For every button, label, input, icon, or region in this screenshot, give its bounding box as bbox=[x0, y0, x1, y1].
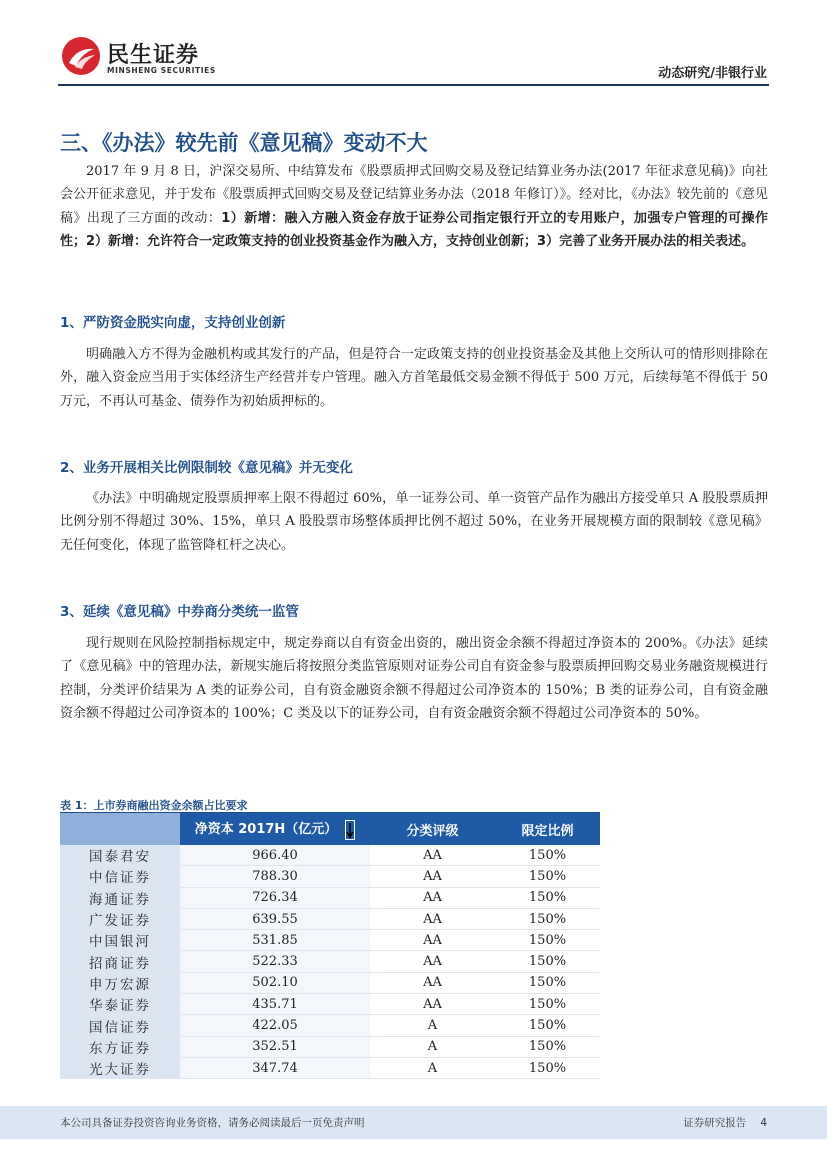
subsection-title-1: 1、严防资金脱实向虚，支持创业创新 bbox=[60, 315, 286, 331]
limit-ratio-cell: 150% bbox=[495, 951, 600, 972]
rating-cell: AA bbox=[370, 994, 495, 1015]
table-header-net-capital-label: 净资本 2017H（亿元） bbox=[194, 822, 338, 838]
table-row bbox=[60, 866, 600, 887]
table-body bbox=[60, 845, 600, 1079]
rating-cell: AA bbox=[370, 951, 495, 972]
limit-ratio-cell: 150% bbox=[495, 887, 600, 908]
net-capital-cell: 422.05 bbox=[180, 1015, 370, 1036]
broker-name-cell: 招商证券 bbox=[60, 951, 180, 972]
rating-cell: A bbox=[370, 1057, 495, 1078]
table-row bbox=[60, 887, 600, 908]
table-title: 表 1：上市券商融出资金余额占比要求 bbox=[60, 799, 248, 812]
broker-name-cell: 光大证券 bbox=[60, 1057, 180, 1078]
table-row bbox=[60, 994, 600, 1015]
limit-ratio-cell: 150% bbox=[495, 908, 600, 929]
net-capital-cell: 347.74 bbox=[180, 1057, 370, 1078]
rating-cell: AA bbox=[370, 930, 495, 951]
table-header-limit: 限定比例 bbox=[495, 813, 600, 845]
table-row bbox=[60, 1015, 600, 1036]
table-row bbox=[60, 908, 600, 929]
page-number: 4 bbox=[760, 1117, 767, 1129]
net-capital-cell: 966.40 bbox=[180, 845, 370, 866]
broker-name-cell: 申万宏源 bbox=[60, 972, 180, 993]
net-capital-cell: 726.34 bbox=[180, 887, 370, 908]
table-row bbox=[60, 930, 600, 951]
section-title: 三、《办法》较先前《意见稿》变动不大 bbox=[60, 131, 428, 155]
footer-meta bbox=[683, 1115, 767, 1130]
net-capital-cell: 531.85 bbox=[180, 930, 370, 951]
limit-ratio-cell: 150% bbox=[495, 994, 600, 1015]
subsection-body-2: 《办法》中明确规定股票质押率上限不得超过 60%，单一证券公司、单一资管产品作为融出方接受单只 A 股股票质押比例分别不得超过 30%、15%，单只 A 股股票市场整体质押比例不超过 50%，在业务开展规模方面的限制较《意见稿》无任何变化，体现了监管降杠杆之决心。 bbox=[60, 491, 768, 553]
net-capital-cell: 352.51 bbox=[180, 1036, 370, 1057]
page-footer bbox=[0, 1106, 827, 1139]
limit-ratio-cell: 150% bbox=[495, 930, 600, 951]
intro-bold-text: 1）新增：融入方融入资金存放于证券公司指定银行开立的专用账户，加强专户管理的可操作性；2）新增：允许符合一定政策支持的创业投资基金作为融入方，支持创业创新；3）完善了业务开展办法的相关表述。 bbox=[60, 210, 768, 249]
limit-ratio-cell: 150% bbox=[495, 1015, 600, 1036]
limit-ratio-cell: 150% bbox=[495, 1036, 600, 1057]
net-capital-cell: 502.10 bbox=[180, 972, 370, 993]
capital-ratio-table bbox=[60, 813, 600, 1079]
broker-name-cell: 广发证券 bbox=[60, 908, 180, 929]
sort-down-icon bbox=[345, 820, 355, 840]
subsection-body-3: 现行规则在风险控制指标规定中，规定券商以自有资金出资的，融出资金余额不得超过净资本的 200%。《办法》延续了《意见稿》中的管理办法，新规实施后将按照分类监管原则对证券公司自有资金参与股票质押回购交易业务融资规模进行控制，分类评价结果为 A 类的证券公司，自有资金融资余额不得超过公司净资本的 150%；B 类的证券公司，自有资金融资余额不得超过公司净资本的 100%；C 类及以下的证券公司，自有资金融资余额不得超过公司净资本的 50%。 bbox=[60, 636, 768, 721]
brand-name-en: MINSHENG SECURITIES bbox=[107, 66, 216, 75]
subsection-title-3: 3、延续《意见稿》中券商分类统一监管 bbox=[60, 604, 299, 620]
rating-cell: AA bbox=[370, 845, 495, 866]
intro-paragraph bbox=[60, 160, 768, 253]
intro-text: 2017 年 9 月 8 日，沪深交易所、中结算发布《股票质押式回购交易及登记结算业务办法(2017 年征求意见稿)》向社会公开征求意见，并于发布《股票质押式回购交易及登记结算业务办法（2018 年修订）》。经对比，《办法》较先前的《意见稿》出现了三方面的改动： bbox=[60, 164, 768, 226]
minsheng-logo-icon bbox=[61, 36, 101, 76]
broker-name-cell: 华泰证券 bbox=[60, 994, 180, 1015]
footer-disclaimer: 本公司具备证券投资咨询业务资格，请务必阅读最后一页免责声明 bbox=[60, 1117, 365, 1129]
limit-ratio-cell: 150% bbox=[495, 866, 600, 887]
broker-name-cell: 海通证券 bbox=[60, 887, 180, 908]
header-divider bbox=[58, 84, 769, 86]
rating-cell: AA bbox=[370, 908, 495, 929]
page-header bbox=[0, 0, 827, 90]
broker-name-cell: 国泰君安 bbox=[60, 845, 180, 866]
rating-cell: AA bbox=[370, 866, 495, 887]
table-row bbox=[60, 845, 600, 866]
net-capital-cell: 639.55 bbox=[180, 908, 370, 929]
broker-name-cell: 中国银河 bbox=[60, 930, 180, 951]
table-header-row bbox=[60, 813, 600, 845]
footer-report-type: 证券研究报告 bbox=[683, 1117, 747, 1129]
broker-name-cell: 中信证券 bbox=[60, 866, 180, 887]
net-capital-cell: 435.71 bbox=[180, 994, 370, 1015]
table-header-net-capital bbox=[180, 813, 370, 845]
net-capital-cell: 788.30 bbox=[180, 866, 370, 887]
rating-cell: A bbox=[370, 1015, 495, 1036]
limit-ratio-cell: 150% bbox=[495, 845, 600, 866]
net-capital-cell: 522.33 bbox=[180, 951, 370, 972]
broker-name-cell: 国信证券 bbox=[60, 1015, 180, 1036]
table-header-rating: 分类评级 bbox=[370, 813, 495, 845]
report-category: 动态研究/非银行业 bbox=[658, 66, 767, 81]
rating-cell: A bbox=[370, 1036, 495, 1057]
table-row bbox=[60, 1036, 600, 1057]
subsection-title-2: 2、业务开展相关比例限制较《意见稿》并无变化 bbox=[60, 460, 353, 476]
table-row bbox=[60, 972, 600, 993]
brand-name-cn: 民生证券 bbox=[107, 43, 200, 68]
limit-ratio-cell: 150% bbox=[495, 1057, 600, 1078]
broker-name-cell: 东方证券 bbox=[60, 1036, 180, 1057]
table-row bbox=[60, 1057, 600, 1078]
table-row bbox=[60, 951, 600, 972]
subsection-body-1: 明确融入方不得为金融机构或其发行的产品，但是符合一定政策支持的创业投资基金及其他上交所认可的情形则排除在外，融入资金应当用于实体经济生产经营并专户管理。融入方首笔最低交易金额不得低于 500 万元，后续每笔不得低于 50 万元，不再认可基金、债券作为初始质押标的。 bbox=[60, 347, 768, 409]
rating-cell: AA bbox=[370, 887, 495, 908]
table-header-blank bbox=[60, 813, 180, 845]
limit-ratio-cell: 150% bbox=[495, 972, 600, 993]
rating-cell: AA bbox=[370, 972, 495, 993]
